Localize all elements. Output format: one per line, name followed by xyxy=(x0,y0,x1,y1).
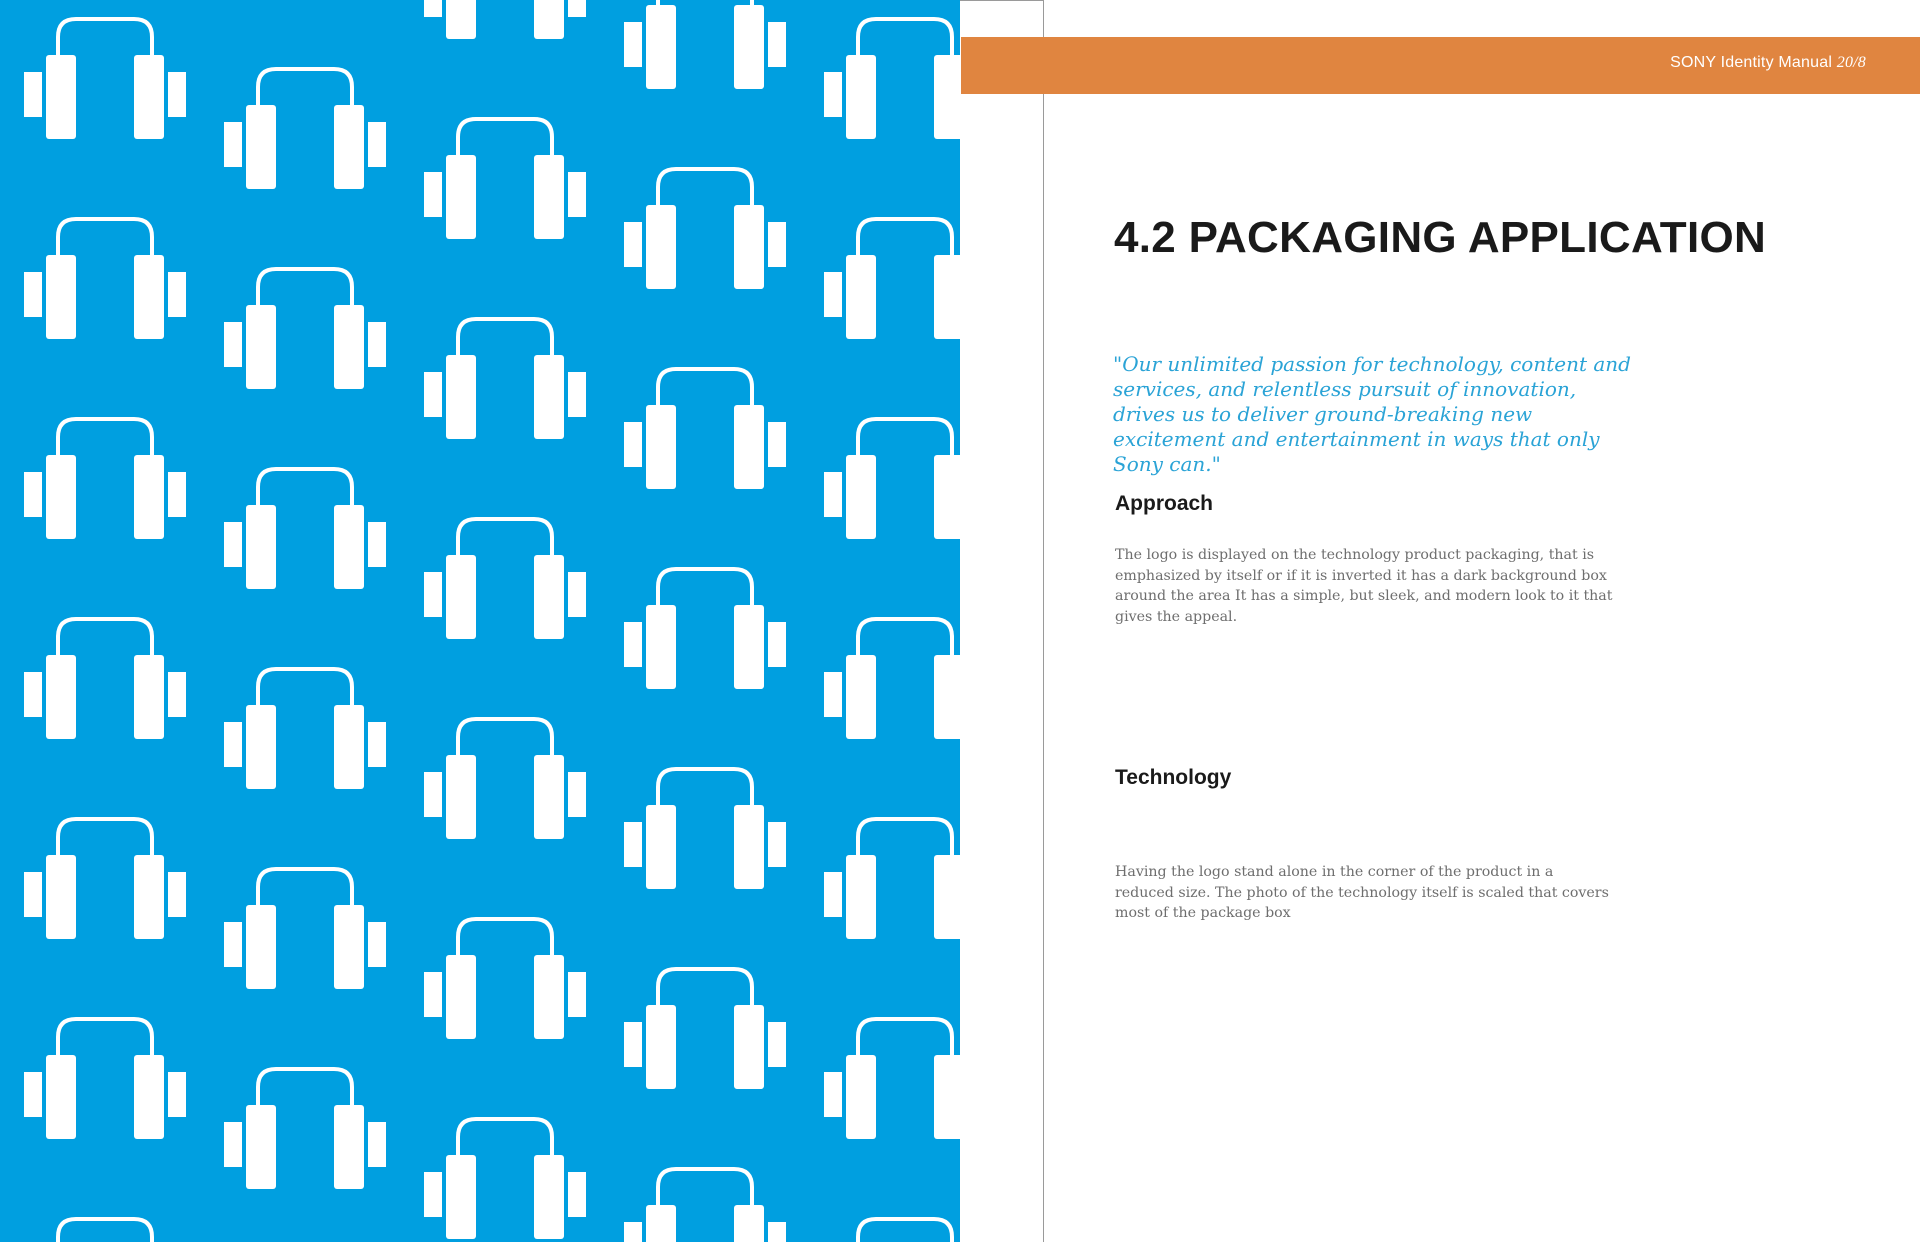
headphones-icon xyxy=(624,0,786,89)
headphones-icon xyxy=(824,1219,960,1242)
technology-heading: Technology xyxy=(1115,766,1232,789)
headphones-icon xyxy=(224,69,386,189)
headphones-icon xyxy=(224,669,386,789)
headphones-icon xyxy=(24,419,186,539)
headphones-icon xyxy=(24,219,186,339)
headphones-icon xyxy=(824,19,960,139)
page-title: 4.2 PACKAGING APPLICATION xyxy=(1114,213,1767,262)
headphones-icon xyxy=(224,469,386,589)
headphones-icon xyxy=(624,769,786,889)
header-title xyxy=(1670,54,1866,72)
header-page-number: 20/8 xyxy=(1836,54,1866,71)
headphones-icon xyxy=(824,819,960,939)
approach-heading: Approach xyxy=(1115,492,1214,515)
headphones-icon xyxy=(424,319,586,439)
headphones-icon xyxy=(224,269,386,389)
headphones-icon xyxy=(824,1019,960,1139)
headphones-icon xyxy=(24,819,186,939)
headphones-icon xyxy=(424,919,586,1039)
technology-body-text: Having the logo stand alone in the corner of the product in a reduced size. The photo of the technology itself is scaled that covers most of the package box xyxy=(1115,864,1609,921)
headphones-icon xyxy=(424,0,586,39)
headphones-icon xyxy=(24,619,186,739)
header-bar xyxy=(961,37,1920,94)
headphones-icon xyxy=(424,719,586,839)
approach-body-text: The logo is displayed on the technology product packaging, that is emphasized by itself or if it is inverted it has a dark background box around the area It has a simple, but sleek, and modern look to it that gives the appeal. xyxy=(1115,547,1613,625)
headphones-icon xyxy=(424,119,586,239)
headphones-icon xyxy=(224,869,386,989)
headphones-icon xyxy=(424,1119,586,1239)
headphones-icon xyxy=(824,619,960,739)
headphones-icon xyxy=(624,569,786,689)
headphones-icon xyxy=(424,519,586,639)
headphones-icon xyxy=(624,369,786,489)
headphones-icon xyxy=(24,1019,186,1139)
headphones-icon xyxy=(824,419,960,539)
headband xyxy=(58,1219,152,1242)
headband xyxy=(858,1219,952,1242)
headphones-icon xyxy=(224,1069,386,1189)
headphones-icon xyxy=(624,969,786,1089)
headphones-icon xyxy=(24,1219,186,1242)
headphones-icon xyxy=(24,19,186,139)
page-margin-border xyxy=(960,0,1044,1242)
headphones-icon xyxy=(624,1169,786,1242)
header-manual-name: SONY Identity Manual xyxy=(1670,54,1833,71)
brand-quote: "Our unlimited passion for technology, content and services, and relentless pursuit of innovation, drives us to deliver ground-breaking new excitement and entertainment in ways that only Sony can." xyxy=(1113,352,1631,476)
headphones-icon xyxy=(824,219,960,339)
headphones-icon xyxy=(624,169,786,289)
